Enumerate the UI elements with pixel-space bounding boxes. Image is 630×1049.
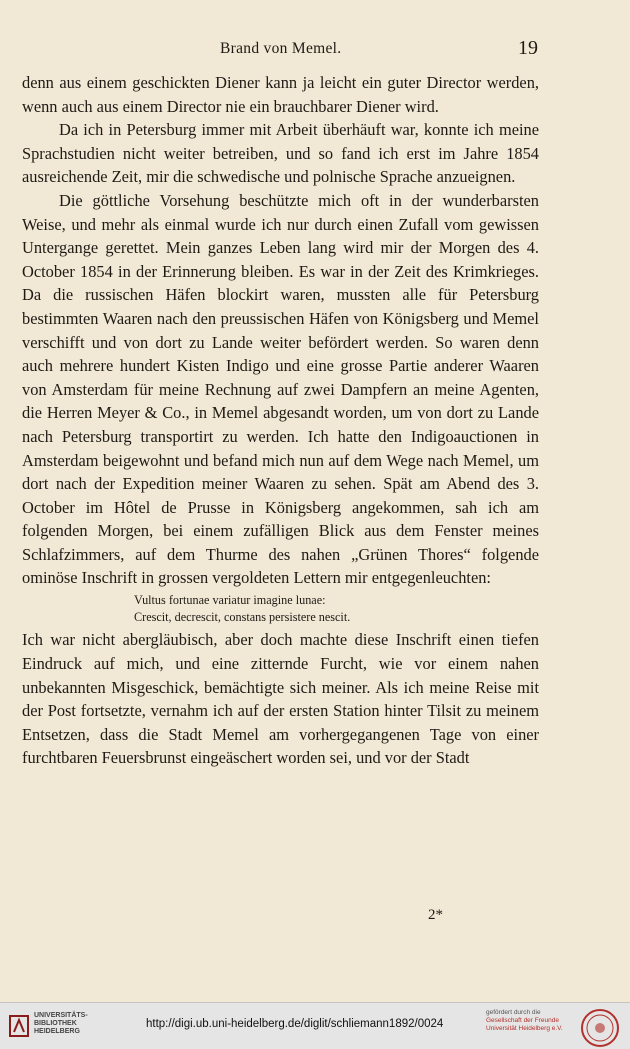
paragraph: Ich war nicht abergläubisch, aber doch machte diese Inschrift einen tiefen Eindruck auf mich, und eine zitternde Furcht, wie vor einem nahen unbekannten Misgeschick, bemächtigte sich meiner. Als ich meine Reise mit der Post fortsetzte, vernahm ich auf der ersten Station hinter Tilsit zu meinem Entsetzen, dass die Stadt Memel am vorhergegangenen Tage von einer furchtbaren Feuersbrunst eingeäschert worden sei, und vor der Stadt [22, 630, 539, 768]
body-text [22, 71, 539, 770]
university-logo-icon [8, 1012, 30, 1040]
page-header [22, 37, 540, 64]
society-seal-icon [580, 1008, 620, 1048]
inscription-line: Vultus fortunae variatur imagine lunae: [134, 593, 326, 608]
permalink-url[interactable]: http://digi.ub.uni-heidelberg.de/diglit/schliemann1892/0024 [146, 1018, 444, 1030]
footer-bar [0, 1002, 630, 1049]
page-number: 19 [518, 37, 538, 59]
institution-name: UNIVERSITÄTS- BIBLIOTHEK HEIDELBERG [34, 1012, 88, 1035]
signature-mark: 2* [428, 907, 443, 923]
latin-inscription [22, 592, 539, 626]
running-title: Brand von Memel. [220, 40, 342, 57]
paragraph: denn aus einem geschickten Diener kann ja leicht ein guter Director werden, wenn auch aus einem Director nie ein brauchbarer Diener wird. [22, 73, 539, 116]
paragraph: Die göttliche Vorsehung beschützte mich oft in der wunderbarsten Weise, und mehr als einmal wurde ich nur durch einen Zufall vom gewissen Untergange gerettet. Mein ganzes Leben lang wird mir der Morgen des 4. October 1854 in der Erinnerung bleiben. Es war in der Zeit des Krimkrieges. Da die russischen Häfen blockirt waren, mussten alle für Petersburg bestimmten Waaren nach den preussischen Häfen von Königsberg und Memel verschifft und von dort zu Lande weiter befördert werden. So waren denn auch mehrere hundert Kisten Indigo und eine grosse Partie anderer Waaren von Amsterdam für meine Rechnung auf zwei Dampfern an meine Agenten, die Herren Meyer & Co., in Memel abgesandt worden, um von dort zu Lande nach Petersburg transportirt zu werden. Ich hatte den Indigoauctionen in Amsterdam beigewohnt und befand mich nun auf dem Wege nach Memel, um dort nach der Expedition meiner Waaren zu sehen. Spät am Abend des 3. October im Hôtel de Prusse in Königsberg angekommen, sah ich am folgenden Morgen, bei einem zufälligen Blick aus dem Fenster meines Schlafzimmers, auf dem Thurme des nahen „Grünen Thores“ folgende ominöse Inschrift in grossen vergoldeten Lettern mir entgegenleuchten: [22, 190, 539, 588]
paragraph: Da ich in Petersburg immer mit Arbeit überhäuft war, konnte ich meine Sprachstudien nicht weiter betreiben, und so fand ich erst im Jahre 1854 ausreichende Zeit, mir die schwedische und polnische Sprache anzueignen. [22, 120, 539, 187]
sponsor-text: gefördert durch die Gesellschaft der Freunde Universität Heidelberg e.V. [486, 1009, 563, 1032]
inscription-line: Crescit, decrescit, constans persistere nescit. [134, 610, 351, 625]
